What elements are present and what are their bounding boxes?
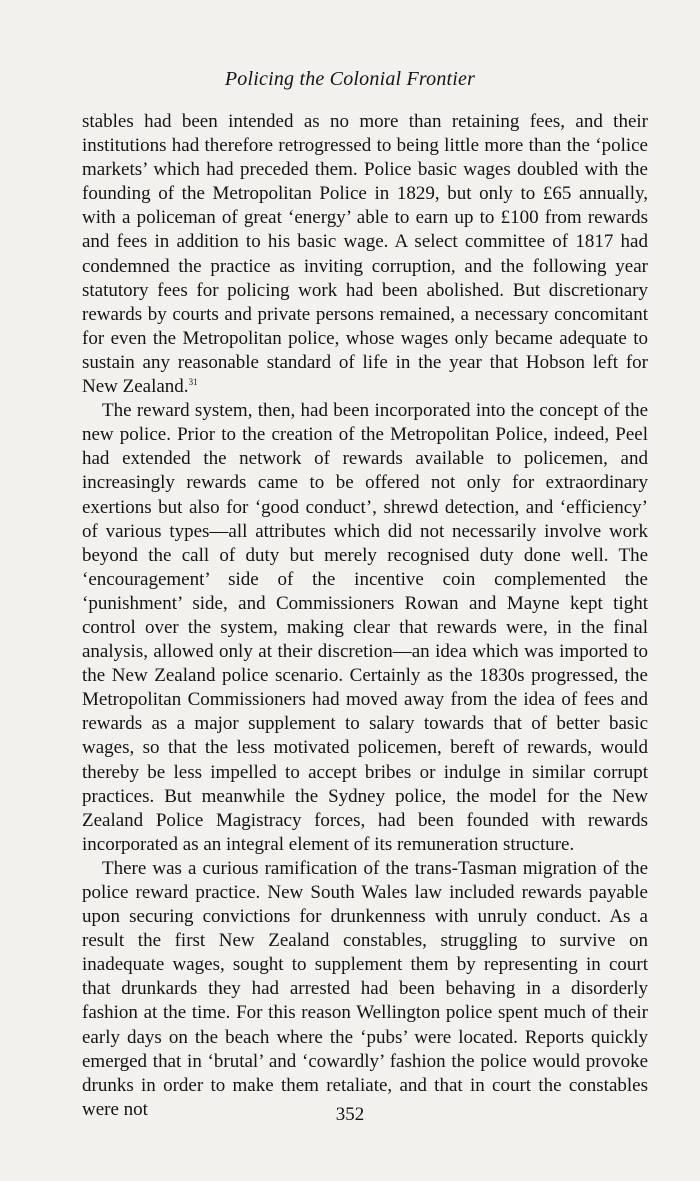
- page-number: 352: [335, 1104, 365, 1125]
- footnote-reference-31: 31: [188, 377, 198, 388]
- body-text: [82, 110, 648, 1122]
- paragraph-2: The reward system, then, had been incorporated into the concept of the new police. Prior to the creation of the Metropolitan Police, indeed, Peel had extended the network of rewards available to policemen, and increasingly rewards came to be offered not only for extraordinary exertions but also for ‘good conduct’, shrewd detection, and ‘efficiency’ of various types—all attributes which did not necessarily involve work beyond the call of duty but merely recognised duty done well. The ‘encouragement’ side of the incentive coin complemented the ‘punishment’ side, and Commissioners Rowan and Mayne kept tight control over the system, making clear that rewards were, in the final analysis, allowed only at their discretion—an idea which was imported to the New Zealand police scenario. Certainly as the 1830s progressed, the Metropolitan Commissioners had moved away from the idea of fees and rewards as a major supplement to salary towards that of better basic wages, so that the less motivated policemen, bereft of rewards, would thereby be less impelled to accept bribes or indulge in similar corrupt practices. But meanwhile the Sydney police, the model for the New Zealand Police Magistracy forces, had been founded with rewards incorporated as an integral element of its remuneration structure.: [82, 400, 648, 855]
- paragraph-3: There was a curious ramification of the trans-Tasman migration of the police reward practice. New South Wales law included rewards payable upon securing convictions for drunkenness with unruly conduct. As a result the first New Zealand constables, struggling to survive on inadequate wages, sought to supplement them by representing in court that drunkards they had arrested had been behaving in a disorderly fashion at the time. For this reason Wellington police spent much of their early days on the beach where the ‘pubs’ were located. Reports quickly emerged that in ‘brutal’ and ‘cowardly’ fashion the police would provoke drunks in order to make them retaliate, and that in court the constables were not: [82, 857, 648, 1120]
- paragraph-1: [82, 110, 648, 399]
- running-head: Policing the Colonial Frontier: [224, 68, 476, 90]
- paragraph-1-text: stables had been intended as no more than retaining fees, and their institutions had therefore retrogressed to being little more than the ‘police markets’ which had preceded them. Police basic wages doubled with the founding of the Metropolitan Police in 1829, but only to £65 annually, with a policeman of great ‘energy’ able to earn up to £100 from rewards and fees in addition to his basic wage. A select committee of 1817 had condemned the practice as inviting corruption, and the following year statutory fees for policing work had been abolished. But discretionary rewards by courts and private persons remained, a necessary concomitant for even the Metropolitan police, whose wages only became adequate to sustain any reasonable standard of life in the year that Hobson left for New Zealand.: [82, 111, 648, 398]
